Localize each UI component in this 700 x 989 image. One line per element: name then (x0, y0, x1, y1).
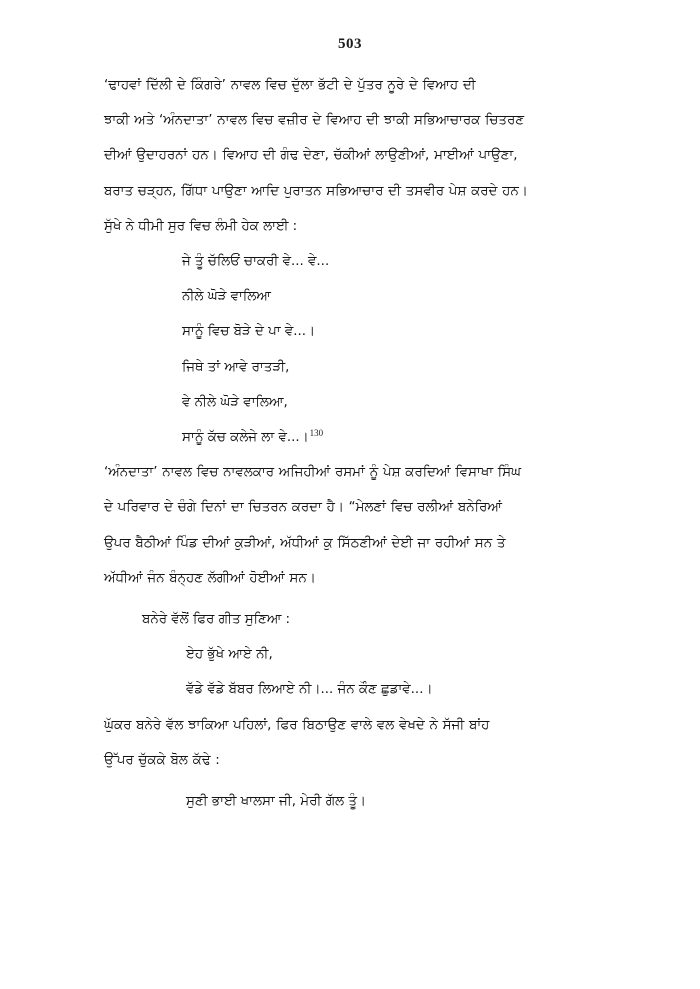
page-number: 503 (338, 36, 362, 52)
verse-block-2 (104, 637, 597, 707)
verse-block-3 (104, 784, 597, 819)
verse-block-1 (104, 244, 597, 455)
paragraph-3-line-2: ਉੱਪਰ ਚੁੱਕਕੇ ਬੋਲ ਕੱਢੇ : (104, 752, 220, 768)
verse-line: ਜੇ ਤੂੰ ਚੱਲਿਓਂ ਚਾਕਰੀ ਵੇ... ਵੇ... (182, 254, 330, 270)
lead-in-line-1: ਸੁੱਖੇ ਨੇ ਧੀਮੀ ਸੁਰ ਵਿਚ ਲੰਮੀ ਹੇਕ ਲਾਈ : (104, 218, 298, 234)
paragraph-1 (104, 68, 597, 209)
paragraph-2-line-3: ਉਪਰ ਬੈਠੀਆਂ ਪਿੰਡ ਦੀਆਂ ਕੁੜੀਆਂ, ਅੱਧੀਆਂ ਕੁ ਸਿੱਠਣੀਆਂ ਦੇਈ ਜਾ ਰਹੀਆਂ ਸਨ ਤੇ (104, 535, 506, 551)
paragraph-1-line-2: ਝਾਕੀ ਅਤੇ ‘ਅੰਨਦਾਤਾ’ ਨਾਵਲ ਵਿਚ ਵਜ਼ੀਰ ਦੇ ਵਿਆਹ ਦੀ ਝਾਕੀ ਸਭਿਆਚਾਰਕ ਚਿਤਰਣ (104, 113, 524, 129)
paragraph-2-line-4: ਅੱਧੀਆਂ ਜੰਨ ਬੰਨ੍ਹਣ ਲੱਗੀਆਂ ਹੋਈਆਂ ਸਨ। (104, 570, 316, 586)
verse-line: ਸਾਨੂੰ ਵਿਚ ਬੋੜੇ ਦੇ ਪਾ ਵੇ...। (182, 324, 316, 340)
verse-line-text: ਸਾਨੂੰ ਕੱਚ ਕਲੇਜੇ ਲਾ ਵੇ...। (182, 430, 309, 446)
paragraph-3 (104, 708, 597, 778)
verse-line-with-footnote (104, 420, 597, 455)
verse-line: ਸੁਣੀ ਭਾਈ ਖਾਲਸਾ ਜੀ, ਮੇਰੀ ਗੱਲ ਤੂੰ। (186, 794, 366, 810)
paragraph-1-line-3: ਦੀਆਂ ਉਦਾਹਰਨਾਂ ਹਨ। ਵਿਆਹ ਦੀ ਗੰਢ ਦੇਣਾ, ਚੱਕੀਆਂ ਲਾਉਣੀਆਂ, ਮਾਈਆਂ ਪਾਉਣਾ, (104, 148, 518, 164)
lead-in-line-2: ਬਨੇਰੇ ਵੱਲੋਂ ਫਿਰ ਗੀਤ ਸੁਣਿਆ : (142, 612, 291, 628)
footnote-reference-marker: 130 (309, 427, 324, 438)
verse-line: ਵੱਡੇ ਵੱਡੇ ਬੱਬਰ ਲਿਆਏ ਨੀ।... ਜੰਨ ਕੌਣ ਛੁਡਾਵੇ...। (186, 682, 433, 698)
verse-line: ਏਹ ਭੁੱਖੇ ਆਏ ਨੀ, (186, 647, 273, 663)
verse-line: ਨੀਲੇ ਘੋੜੇ ਵਾਲਿਆ (182, 289, 271, 305)
paragraph-2-line-1: ‘ਅੰਨਦਾਤਾ’ ਨਾਵਲ ਵਿਚ ਨਾਵਲਕਾਰ ਅਜਿਹੀਆਂ ਰਸਮਾਂ ਨੂੰ ਪੇਸ਼ ਕਰਦਿਆਂ ਵਿਸਾਖਾ ਸਿੰਘ (104, 465, 521, 481)
verse-line: ਜਿਥੇ ਤਾਂ ਆਵੇ ਰਾਤੜੀ, (182, 359, 290, 375)
verse-line: ਵੇ ਨੀਲੇ ਘੋੜੇ ਵਾਲਿਆ, (182, 394, 288, 410)
paragraph-2 (104, 455, 597, 596)
paragraph-3-line-1: ਘੁੱਕਰ ਬਨੇਰੇ ਵੱਲ ਝਾਕਿਆ ਪਹਿਲਾਂ, ਫਿਰ ਬਿਠਾਉਣ ਵਾਲੇ ਵਲ ਵੇਖਦੇ ਨੇ ਸੱਜੀ ਬਾਂਹ (104, 717, 490, 733)
paragraph-1-line-4: ਬਰਾਤ ਚੜ੍ਹਨ, ਗਿੱਧਾ ਪਾਉਣਾ ਆਦਿ ਪੁਰਾਤਨ ਸਭਿਆਚਾਰ ਦੀ ਤਸਵੀਰ ਪੇਸ਼ ਕਰਦੇ ਹਨ। (104, 183, 528, 199)
text-column (104, 68, 597, 819)
paragraph-1-line-1: ‘ਢਾਹਵਾਂ ਦਿੱਲੀ ਦੇ ਕਿੰਗਰੇ’ ਨਾਵਲ ਵਿਚ ਦੁੱਲਾ ਭੱਟੀ ਦੇ ਪੁੱਤਰ ਨੂਰੇ ਦੇ ਵਿਆਹ ਦੀ (104, 78, 476, 93)
paragraph-2-line-2: ਦੇ ਪਰਿਵਾਰ ਦੇ ਚੰਗੇ ਦਿਨਾਂ ਦਾ ਚਿਤਰਨ ਕਰਦਾ ਹੈ। “ਮੇਲਣਾਂ ਵਿਚ ਰਲੀਆਂ ਬਨੇਰਿਆਂ (104, 500, 502, 516)
